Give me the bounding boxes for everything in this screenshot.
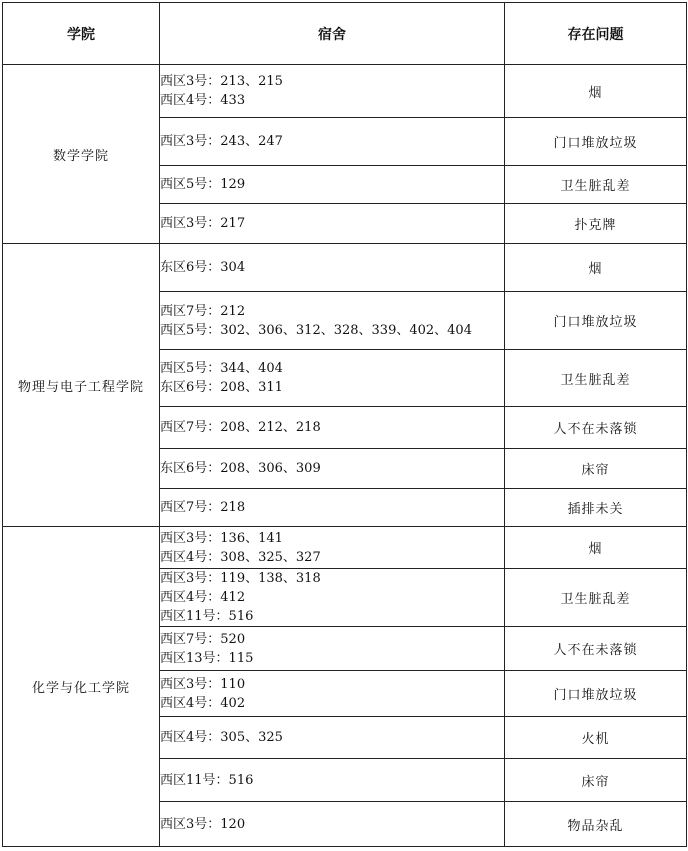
dorm-line: 西区3号：110 xyxy=(160,676,246,692)
dorm-line: 西区3号：213、215 xyxy=(160,74,283,89)
issue-cell: 物品杂乱 xyxy=(505,802,687,847)
dorm-line: 西区7号：208、212、218 xyxy=(160,420,321,435)
college-cell: 物理与电子工程学院 xyxy=(3,244,160,527)
dorm-line: 西区7号：218 xyxy=(160,500,246,515)
dorm-cell xyxy=(160,489,505,527)
dorm-cell xyxy=(160,527,505,569)
header-college: 学院 xyxy=(3,3,160,65)
issue-cell: 烟 xyxy=(505,527,687,569)
dorm-line: 西区13号：115 xyxy=(160,650,254,666)
issue-cell: 卫生脏乱差 xyxy=(505,569,687,627)
dorm-line: 西区3号：120 xyxy=(160,816,246,832)
dorm-cell xyxy=(160,569,505,627)
issue-cell: 烟 xyxy=(505,244,687,292)
college-cell: 数学学院 xyxy=(3,65,160,244)
issue-cell: 卫生脏乱差 xyxy=(505,166,687,204)
table-row xyxy=(3,65,687,118)
dorm-line: 西区11号：516 xyxy=(160,609,254,624)
dorm-inspection-table xyxy=(2,2,687,847)
issue-cell: 插排未关 xyxy=(505,489,687,527)
dorm-line: 西区5号：302、306、312、328、339、402、404 xyxy=(160,322,472,338)
header-dorm: 宿舍 xyxy=(160,3,505,65)
dorm-cell xyxy=(160,244,505,292)
dorm-line: 西区3号：243、247 xyxy=(160,134,283,149)
dorm-cell xyxy=(160,627,505,671)
dorm-cell xyxy=(160,204,505,244)
dorm-cell xyxy=(160,802,505,847)
dorm-line: 西区5号：344、404 xyxy=(160,361,283,376)
issue-cell: 人不在未落锁 xyxy=(505,627,687,671)
dorm-line: 东区6号：208、306、309 xyxy=(160,461,321,476)
dorm-line: 西区4号：305、325 xyxy=(160,730,283,745)
issue-cell: 门口堆放垃圾 xyxy=(505,292,687,350)
table-row xyxy=(3,527,687,569)
college-cell: 化学与化工学院 xyxy=(3,527,160,847)
issue-cell: 门口堆放垃圾 xyxy=(505,671,687,717)
issue-cell: 卫生脏乱差 xyxy=(505,350,687,407)
dorm-line: 西区4号：402 xyxy=(160,695,246,711)
dorm-line: 东区6号：208、311 xyxy=(160,380,283,395)
dorm-line: 西区4号：433 xyxy=(160,93,246,108)
issue-cell: 床帘 xyxy=(505,449,687,489)
issue-cell: 扑克牌 xyxy=(505,204,687,244)
dorm-line: 西区7号：520 xyxy=(160,631,246,647)
dorm-line: 西区4号：412 xyxy=(160,590,246,605)
dorm-cell xyxy=(160,671,505,717)
dorm-line: 西区5号：129 xyxy=(160,177,246,192)
dorm-cell xyxy=(160,759,505,802)
dorm-cell xyxy=(160,350,505,407)
dorm-cell xyxy=(160,449,505,489)
issue-cell: 床帘 xyxy=(505,759,687,802)
dorm-line: 西区3号：136、141 xyxy=(160,530,283,546)
issue-cell: 人不在未落锁 xyxy=(505,407,687,449)
table-row xyxy=(3,244,687,292)
dorm-cell xyxy=(160,118,505,166)
dorm-cell xyxy=(160,292,505,350)
dorm-line: 西区11号：516 xyxy=(160,772,254,788)
dorm-line: 西区4号：308、325、327 xyxy=(160,549,321,565)
dorm-line: 东区6号：304 xyxy=(160,260,246,275)
dorm-cell xyxy=(160,407,505,449)
dorm-cell xyxy=(160,166,505,204)
dorm-cell xyxy=(160,717,505,759)
dorm-line: 西区3号：119、138、318 xyxy=(160,571,321,586)
issue-cell: 门口堆放垃圾 xyxy=(505,118,687,166)
dorm-cell xyxy=(160,65,505,118)
issue-cell: 烟 xyxy=(505,65,687,118)
header-issue: 存在问题 xyxy=(505,3,687,65)
issue-cell: 火机 xyxy=(505,717,687,759)
dorm-line: 西区7号：212 xyxy=(160,303,246,319)
table-body xyxy=(3,65,687,847)
header-row xyxy=(3,3,687,65)
dorm-line: 西区3号：217 xyxy=(160,216,246,231)
